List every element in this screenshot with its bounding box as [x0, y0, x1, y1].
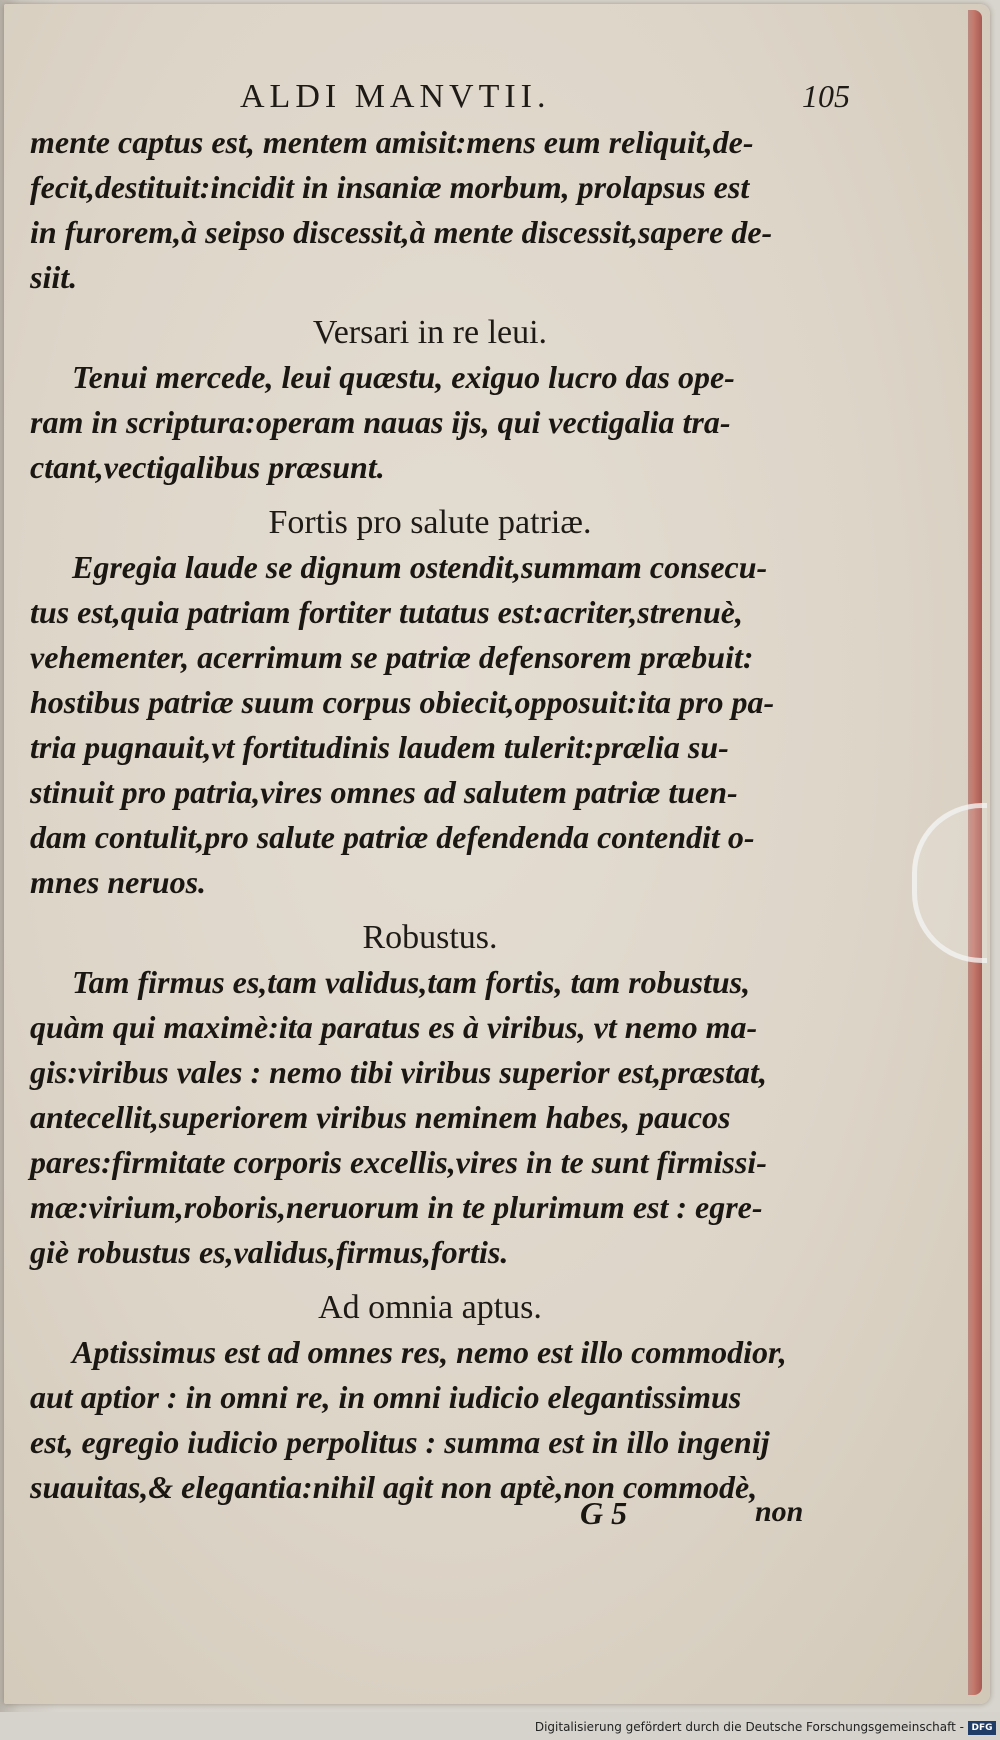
dfg-logo: DFG — [968, 1721, 996, 1735]
text-line: Aptissimus est ad omnes res, nemo est illo commodior, — [72, 1334, 787, 1370]
text-line: vehementer, acerrimum se patriæ defensorem præbuit: — [30, 639, 754, 675]
text-line: pares:firmitate corporis excellis,vires in te sunt firmissi- — [30, 1144, 767, 1180]
text-line: mente captus est, mentem amisit:mens eum reliquit,de- — [30, 124, 754, 160]
text-line: ctant,vectigalibus præsunt. — [30, 449, 385, 485]
text-line: aut aptior : in omni re, in omni iudicio elegantissimus — [30, 1379, 742, 1415]
text-line: stinuit pro patria,vires omnes ad salutem patriæ tuen- — [30, 774, 738, 810]
text-line: antecellit,superiorem viribus neminem habes, paucos — [30, 1099, 731, 1135]
text-line: in furorem,à seipso discessit,à mente discessit,sapere de- — [30, 214, 773, 250]
section-heading: Versari in re leui. — [312, 314, 548, 351]
text-line: tus est,quia patriam fortiter tutatus est:acriter,strenuè, — [30, 594, 743, 630]
text-line: Tenui mercede, leui quæstu, exiguo lucro das ope- — [72, 359, 735, 395]
page-body — [30, 120, 830, 1510]
text-line: dam contulit,pro salute patriæ defendenda contendit o- — [30, 819, 755, 855]
section-heading: Ad omnia aptus. — [318, 1289, 542, 1326]
text-line: suauitas,& elegantia:nihil agit non aptè,non commodè, — [30, 1469, 758, 1505]
catchword: non — [755, 1495, 804, 1528]
text-line: tria pugnauit,vt fortitudinis laudem tulerit:prælia su- — [30, 729, 729, 765]
text-line: est, egregio iudicio perpolitus : summa est in illo ingenij — [30, 1424, 770, 1460]
paragraph — [30, 120, 830, 300]
text-line: quàm qui maximè:ita paratus es à viribus, vt nemo ma- — [30, 1009, 758, 1045]
text-line: hostibus patriæ suum corpus obiecit,opposuit:ita pro pa- — [30, 684, 775, 720]
page-number: 105 — [802, 78, 850, 114]
paragraph — [30, 1330, 830, 1510]
text-line: siit. — [30, 259, 78, 295]
text-line: gis:viribus vales : nemo tibi viribus superior est,præstat, — [30, 1054, 767, 1090]
credit-bar — [0, 1712, 1000, 1740]
text-line: mæ:virium,roboris,neruorum in te plurimum est : egre- — [30, 1189, 763, 1225]
text-line: fecit,destituit:incidit in insaniæ morbum, prolapsus est — [30, 169, 750, 205]
section-heading: Robustus. — [362, 919, 498, 956]
paragraph — [30, 355, 830, 490]
text-line: mnes neruos. — [30, 864, 207, 900]
paragraph — [30, 960, 830, 1275]
digitization-credit: Digitalisierung gefördert durch die Deutsche Forschungsgemeinschaft - — [534, 1720, 964, 1734]
text-line: giè robustus es,validus,firmus,fortis. — [30, 1234, 509, 1270]
signature-mark: G 5 — [580, 1495, 628, 1531]
text-line: Tam firmus es,tam validus,tam fortis, tam robustus, — [72, 964, 751, 1000]
text-line: ram in scriptura:operam nauas ijs, qui vectigalia tra- — [30, 404, 731, 440]
section-heading: Fortis pro salute patriæ. — [268, 504, 592, 541]
text-line: Egregia laude se dignum ostendit,summam consecu- — [72, 549, 768, 585]
running-head: ALDI MANVTII. — [240, 78, 551, 115]
paragraph — [30, 545, 830, 905]
